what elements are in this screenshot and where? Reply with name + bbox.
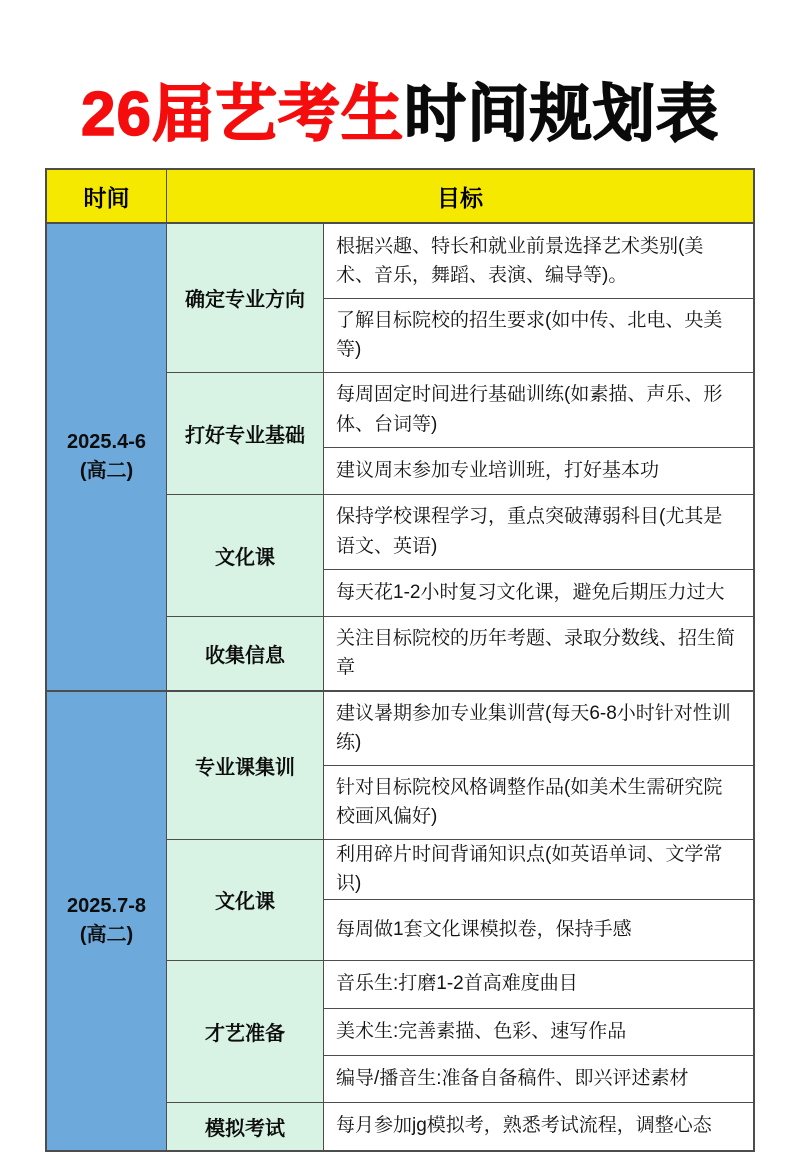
section-groups: [167, 224, 753, 690]
goal-list: [324, 617, 753, 690]
goal-item: 每月参加jg模拟考，熟悉考试流程，调整心态: [324, 1103, 753, 1150]
time-grade: (高二): [79, 459, 134, 482]
goal-list: [324, 373, 753, 494]
category-label: 专业课集训: [167, 692, 324, 839]
group-major-training-camp: [167, 692, 753, 839]
group-culture-class-1: [167, 494, 753, 616]
goal-item: 针对目标院校风格调整作品(如美术生需研究院校画风偏好): [324, 765, 753, 839]
time-cell: [47, 224, 167, 690]
goal-item: 每天花1-2小时复习文化课，避免后期压力过大: [324, 569, 753, 616]
group-talent-prep: [167, 960, 753, 1102]
goal-list: [324, 224, 753, 372]
goal-list: [324, 692, 753, 839]
time-cell: [47, 692, 167, 1150]
goal-item: 音乐生:打磨1-2首高难度曲目: [324, 961, 753, 1008]
goal-list: [324, 1103, 753, 1150]
goal-item: 美术生:完善素描、色彩、速写作品: [324, 1008, 753, 1055]
goal-list: [324, 495, 753, 616]
category-label: 模拟考试: [167, 1103, 324, 1150]
section-2025-4-6: [47, 222, 753, 690]
goal-item: 了解目标院校的招生要求(如中传、北电、央美等): [324, 298, 753, 372]
group-mock-exam: [167, 1102, 753, 1150]
schedule-table: [45, 168, 755, 1152]
page-title-rest: 时间规划表: [403, 80, 719, 149]
goal-item: 建议暑期参加专业集训营(每天6-8小时针对性训练): [324, 692, 753, 765]
category-label: 收集信息: [167, 617, 324, 690]
header-goal: 目标: [437, 184, 483, 211]
goal-item: 编导/播音生:准备自备稿件、即兴评述素材: [324, 1055, 753, 1102]
header-time: 时间: [47, 170, 167, 222]
section-groups: [167, 692, 753, 1150]
category-label: 文化课: [167, 840, 324, 960]
category-label: 打好专业基础: [167, 373, 324, 494]
category-label: 确定专业方向: [167, 224, 324, 372]
goal-list: [324, 840, 753, 960]
goal-item: 建议周末参加专业培训班，打好基本功: [324, 447, 753, 494]
time-grade: (高二): [79, 923, 134, 946]
page-title: [0, 78, 800, 152]
goal-item: 保持学校课程学习，重点突破薄弱科目(尤其是语文、英语): [324, 495, 753, 569]
goal-list: [324, 961, 753, 1102]
goal-item: 关注目标院校的历年考题、录取分数线、招生简章: [324, 617, 753, 690]
table-header-row: [47, 170, 753, 222]
goal-item: 每周固定时间进行基础训练(如素描、声乐、形体、台词等): [324, 373, 753, 447]
time-range: 2025.4-6: [67, 430, 146, 453]
group-build-foundation: [167, 372, 753, 494]
goal-item: 利用碎片时间背诵知识点(如英语单词、文学常识): [324, 840, 753, 899]
category-label: 才艺准备: [167, 961, 324, 1102]
group-culture-class-2: [167, 839, 753, 960]
goal-item: 每周做1套文化课模拟卷，保持手感: [324, 899, 753, 959]
section-2025-7-8: [47, 690, 753, 1150]
category-label: 文化课: [167, 495, 324, 616]
time-range: 2025.7-8: [67, 894, 146, 917]
group-define-major: [167, 224, 753, 372]
goal-item: 根据兴趣、特长和就业前景选择艺术类别(美术、音乐，舞蹈、表演、编导等)。: [324, 224, 753, 298]
group-collect-info: [167, 616, 753, 690]
page-title-highlight: 26届艺考生: [81, 80, 404, 149]
